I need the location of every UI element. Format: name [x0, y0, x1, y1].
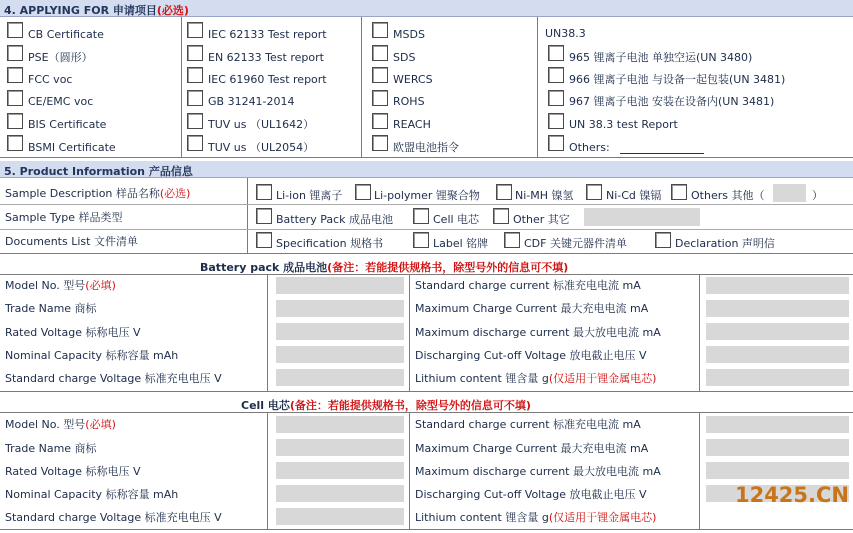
checkbox-un383-report[interactable] [548, 113, 564, 129]
battery-pack-subheader: Battery pack 成品电池(备注：若能提供规格书，除型号外的信息可不填) [200, 261, 569, 274]
label-en62133: EN 62133 Test report [208, 51, 324, 64]
bp-discharge-cutoff-input[interactable] [706, 346, 849, 363]
checkbox-others[interactable] [548, 135, 564, 151]
checkbox-tuv-ul2054[interactable] [187, 135, 203, 151]
label-ce-emc-voc: CE/EMC voc [28, 95, 94, 108]
label-battery-pack: Battery Pack 成品电池 [276, 213, 394, 226]
checkbox-ni-cd[interactable] [586, 184, 602, 200]
label-gb31241: GB 31241-2014 [208, 95, 295, 108]
checkbox-wercs[interactable] [372, 67, 388, 83]
checkbox-cell[interactable] [413, 208, 429, 224]
checkbox-ni-mh[interactable] [496, 184, 512, 200]
label-others-close: ） [812, 189, 823, 202]
label-wercs: WERCS [393, 73, 433, 86]
checkbox-label[interactable] [413, 232, 429, 248]
label-ni-mh: Ni-MH 镍氢 [515, 189, 574, 202]
bp-lithium-content-label: Lithium content 锂含量 g(仅适用于锂金属电芯) [415, 372, 657, 385]
cell-nominal-capacity-label: Nominal Capacity 标称容量 mAh [5, 488, 179, 501]
bp-max-discharge-current-label: Maximum discharge current 最大放电电流 mA [415, 326, 661, 339]
label-un383-header: UN38.3 [545, 27, 586, 40]
cell-model-label: Model No. 型号(必填) [5, 418, 116, 431]
label-bsmi-certificate: BSMI Certificate [28, 141, 116, 154]
bp-trade-name-input[interactable] [276, 300, 404, 317]
label-cb-certificate: CB Certificate [28, 28, 104, 41]
cell-std-charge-voltage-label: Standard charge Voltage 标准充电电压 V [5, 511, 222, 524]
checkbox-bis-certificate[interactable] [7, 113, 23, 129]
checkbox-reach[interactable] [372, 113, 388, 129]
label-declaration: Declaration 声明信 [675, 237, 775, 250]
section4-header [0, 0, 853, 17]
label-fcc-voc: FCC voc [28, 73, 73, 86]
label-tuv-ul2054: TUV us （UL2054） [208, 141, 315, 154]
checkbox-gb31241[interactable] [187, 90, 203, 106]
cell-trade-name-label: Trade Name 商标 [5, 442, 97, 455]
sample-description-label: Sample Description 样品名称(必选) [5, 187, 191, 200]
bp-std-charge-current-label: Standard charge current 标准充电电流 mA [415, 279, 641, 292]
checkbox-tuv-ul1642[interactable] [187, 113, 203, 129]
checkbox-cdf[interactable] [504, 232, 520, 248]
checkbox-965[interactable] [548, 45, 564, 61]
label-pse: PSE（圆形） [28, 51, 93, 64]
label-eu-battery-directive: 欧盟电池指令 [393, 141, 459, 154]
label-iec62133: IEC 62133 Test report [208, 28, 327, 41]
label-cdf: CDF 关键元器件清单 [524, 237, 627, 250]
sample-type-label: Sample Type 样品类型 [5, 211, 123, 224]
section5-title: 5. Product Information 产品信息 [4, 165, 193, 178]
section4-title: 4. APPLYING FOR 申请项目(必选) [4, 4, 189, 17]
checkbox-bsmi-certificate[interactable] [7, 135, 23, 151]
label-msds: MSDS [393, 28, 425, 41]
cell-std-charge-current-input[interactable] [706, 416, 849, 433]
cell-lithium-content-label: Lithium content 锂含量 g(仅适用于锂金属电芯) [415, 511, 657, 524]
cell-subheader: Cell 电芯(备注：若能提供规格书，除型号外的信息可不填) [241, 399, 531, 412]
checkbox-declaration[interactable] [655, 232, 671, 248]
checkbox-others-type[interactable] [671, 184, 687, 200]
label-rohs: ROHS [393, 95, 425, 108]
checkbox-battery-pack[interactable] [256, 208, 272, 224]
bp-model-input[interactable] [276, 277, 404, 294]
cell-std-charge-current-label: Standard charge current 标准充电电流 mA [415, 418, 641, 431]
other-type-input[interactable] [584, 208, 700, 226]
label-other-type: Other 其它 [513, 213, 570, 226]
cell-nominal-capacity-input[interactable] [276, 485, 404, 502]
bp-model-label: Model No. 型号(必填) [5, 279, 116, 292]
bp-max-charge-current-label: Maximum Charge Current 最大充电电流 mA [415, 302, 649, 315]
checkbox-eu-battery-directive[interactable] [372, 135, 388, 151]
watermark-logo: 12425.CN [734, 483, 849, 507]
label-tuv-ul1642: TUV us （UL1642） [208, 118, 315, 131]
bp-discharge-cutoff-label: Discharging Cut-off Voltage 放电截止电压 V [415, 349, 647, 362]
checkbox-967[interactable] [548, 90, 564, 106]
cell-max-charge-current-input[interactable] [706, 439, 849, 456]
label-965: 965 锂离子电池 单独空运(UN 3480) [569, 51, 753, 64]
bp-max-charge-current-input[interactable] [706, 300, 849, 317]
bp-max-discharge-current-input[interactable] [706, 323, 849, 340]
label-ni-cd: Ni-Cd 镍镉 [606, 189, 662, 202]
label-cell: Cell 电芯 [433, 213, 480, 226]
bp-nominal-capacity-input[interactable] [276, 346, 404, 363]
label-li-ion: Li-ion 锂离子 [276, 189, 343, 202]
label-others-type: Others 其他（ [691, 189, 765, 202]
cell-max-discharge-current-label: Maximum discharge current 最大放电电流 mA [415, 465, 661, 478]
cell-max-discharge-current-input[interactable] [706, 462, 849, 479]
label-label: Label 铭牌 [433, 237, 489, 250]
label-967: 967 锂离子电池 安装在设备内(UN 3481) [569, 95, 775, 108]
cell-max-charge-current-label: Maximum Charge Current 最大充电电流 mA [415, 442, 649, 455]
checkbox-cb-certificate[interactable] [7, 22, 23, 38]
documents-list-label: Documents List 文件清单 [5, 235, 138, 248]
label-others: Others: [569, 141, 610, 154]
bp-lithium-content-input[interactable] [706, 369, 849, 386]
bp-std-charge-current-input[interactable] [706, 277, 849, 294]
cell-trade-name-input[interactable] [276, 439, 404, 456]
checkbox-966[interactable] [548, 67, 564, 83]
checkbox-en62133[interactable] [187, 45, 203, 61]
bp-std-charge-voltage-label: Standard charge Voltage 标准充电电压 V [5, 372, 222, 385]
checkbox-rohs[interactable] [372, 90, 388, 106]
bp-rated-voltage-input[interactable] [276, 323, 404, 340]
others-type-input[interactable] [773, 184, 806, 202]
checkbox-ce-emc-voc[interactable] [7, 90, 23, 106]
checkbox-specification[interactable] [256, 232, 272, 248]
label-reach: REACH [393, 118, 431, 131]
checkbox-iec62133[interactable] [187, 22, 203, 38]
cell-std-charge-voltage-input[interactable] [276, 508, 404, 525]
label-un383-report: UN 38.3 test Report [569, 118, 678, 131]
checkbox-msds[interactable] [372, 22, 388, 38]
label-sds: SDS [393, 51, 416, 64]
cell-discharge-cutoff-label: Discharging Cut-off Voltage 放电截止电压 V [415, 488, 647, 501]
checkbox-pse[interactable] [7, 45, 23, 61]
label-specification: Specification 规格书 [276, 237, 384, 250]
label-li-polymer: Li-polymer 锂聚合物 [374, 189, 480, 202]
label-iec61960: IEC 61960 Test report [208, 73, 327, 86]
checkbox-sds[interactable] [372, 45, 388, 61]
label-bis-certificate: BIS Certificate [28, 118, 107, 131]
cell-rated-voltage-input[interactable] [276, 462, 404, 479]
checkbox-li-polymer[interactable] [355, 184, 371, 200]
others-input-line[interactable] [620, 153, 704, 154]
bp-std-charge-voltage-input[interactable] [276, 369, 404, 386]
checkbox-iec61960[interactable] [187, 67, 203, 83]
bp-trade-name-label: Trade Name 商标 [5, 302, 97, 315]
checkbox-fcc-voc[interactable] [7, 67, 23, 83]
bp-nominal-capacity-label: Nominal Capacity 标称容量 mAh [5, 349, 179, 362]
checkbox-li-ion[interactable] [256, 184, 272, 200]
bp-rated-voltage-label: Rated Voltage 标称电压 V [5, 326, 141, 339]
section5-header [0, 161, 853, 178]
cell-rated-voltage-label: Rated Voltage 标称电压 V [5, 465, 141, 478]
checkbox-other-type[interactable] [493, 208, 509, 224]
cell-model-input[interactable] [276, 416, 404, 433]
label-966: 966 锂离子电池 与设备一起包装(UN 3481) [569, 73, 786, 86]
